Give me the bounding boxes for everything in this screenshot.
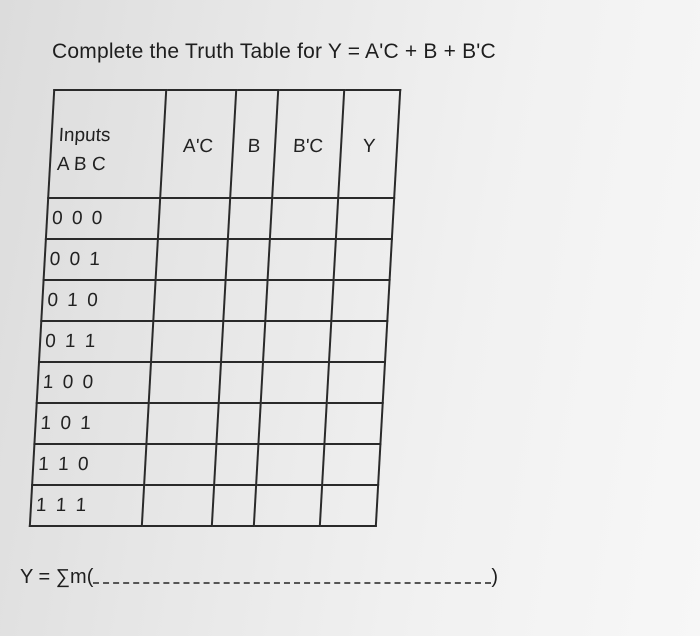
cell-b[interactable] bbox=[214, 444, 258, 485]
cell-y[interactable] bbox=[324, 403, 382, 444]
cell-b-not-c[interactable] bbox=[261, 362, 329, 403]
row-inputs: 0 1 0 bbox=[41, 280, 155, 321]
cell-b[interactable] bbox=[216, 403, 260, 444]
cell-y[interactable] bbox=[322, 444, 380, 485]
table-row bbox=[32, 444, 380, 485]
inputs-vars: A B C bbox=[56, 154, 107, 175]
cell-b-not-c[interactable] bbox=[256, 444, 324, 485]
cell-a-not-c[interactable] bbox=[153, 280, 225, 321]
header-b: B bbox=[230, 90, 278, 198]
cell-a-not-c[interactable] bbox=[142, 485, 214, 526]
row-inputs: 1 0 1 bbox=[34, 403, 148, 444]
cell-y[interactable] bbox=[331, 280, 389, 321]
truth-table bbox=[29, 89, 401, 527]
cell-b-not-c[interactable] bbox=[258, 403, 326, 444]
cell-b-not-c[interactable] bbox=[254, 485, 322, 526]
minterm-sum-line bbox=[20, 566, 498, 589]
cell-b[interactable] bbox=[228, 198, 272, 239]
cell-b-not-c[interactable] bbox=[270, 198, 338, 239]
cell-b-not-c[interactable] bbox=[265, 280, 333, 321]
cell-a-not-c[interactable] bbox=[149, 362, 221, 403]
page-title: Complete the Truth Table for Y = A'C + B + B'C bbox=[52, 40, 496, 63]
cell-b[interactable] bbox=[221, 321, 265, 362]
row-inputs: 0 1 1 bbox=[39, 321, 153, 362]
minterm-answer-blank[interactable] bbox=[93, 568, 491, 584]
cell-b[interactable] bbox=[226, 239, 270, 280]
table-row bbox=[37, 362, 385, 403]
sum-suffix: ) bbox=[491, 566, 499, 588]
table-row bbox=[44, 239, 392, 280]
cell-y[interactable] bbox=[320, 485, 378, 526]
cell-a-not-c[interactable] bbox=[151, 321, 223, 362]
cell-a-not-c[interactable] bbox=[156, 239, 228, 280]
row-inputs: 1 1 1 bbox=[30, 485, 144, 526]
inputs-label: Inputs bbox=[58, 125, 112, 146]
cell-b[interactable] bbox=[212, 485, 256, 526]
cell-y[interactable] bbox=[327, 362, 385, 403]
row-inputs: 0 0 0 bbox=[46, 198, 160, 239]
header-inputs bbox=[48, 90, 166, 198]
cell-y[interactable] bbox=[329, 321, 387, 362]
table-row bbox=[39, 321, 387, 362]
truth-table-container bbox=[28, 89, 399, 541]
header-b-not-c: B'C bbox=[272, 90, 344, 198]
cell-b[interactable] bbox=[223, 280, 267, 321]
cell-y[interactable] bbox=[336, 198, 394, 239]
cell-a-not-c[interactable] bbox=[158, 198, 230, 239]
table-row bbox=[30, 485, 378, 526]
row-inputs: 1 0 0 bbox=[37, 362, 151, 403]
cell-a-not-c[interactable] bbox=[146, 403, 218, 444]
row-inputs: 1 1 0 bbox=[32, 444, 146, 485]
cell-b-not-c[interactable] bbox=[263, 321, 331, 362]
header-a-not-c: A'C bbox=[160, 90, 236, 198]
header-row bbox=[48, 90, 400, 198]
sum-prefix: Y = ∑m( bbox=[20, 566, 94, 588]
cell-b[interactable] bbox=[219, 362, 263, 403]
cell-y[interactable] bbox=[334, 239, 392, 280]
header-y: Y bbox=[338, 90, 400, 198]
table-row bbox=[46, 198, 394, 239]
table-row bbox=[34, 403, 382, 444]
cell-b-not-c[interactable] bbox=[268, 239, 336, 280]
table-row bbox=[41, 280, 389, 321]
row-inputs: 0 0 1 bbox=[44, 239, 158, 280]
cell-a-not-c[interactable] bbox=[144, 444, 216, 485]
